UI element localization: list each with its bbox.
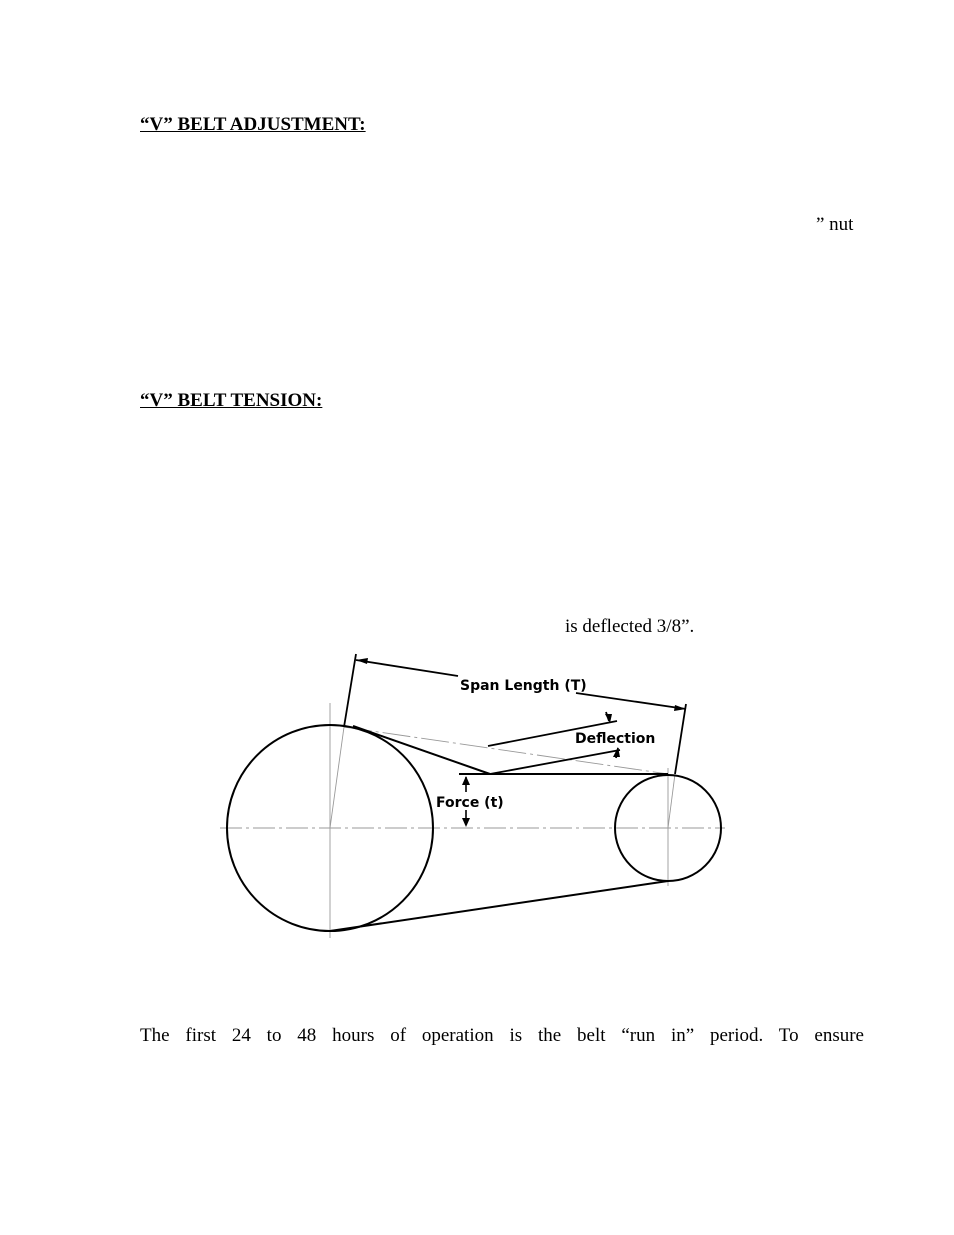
force-arrow-lower xyxy=(462,818,470,827)
deflection-line-lower xyxy=(490,750,620,774)
belt-top-left-segment xyxy=(353,726,490,774)
paragraph-run-in-period: The first 24 to 48 hours of operation is the belt “run in” period. To ensure xyxy=(140,1025,864,1046)
span-extension-line-left xyxy=(344,654,356,727)
large-pulley-radius-line xyxy=(330,727,344,828)
heading-v-belt-tension: “V” BELT TENSION: xyxy=(140,390,323,411)
span-extension-line-right xyxy=(675,704,686,774)
belt-bottom-segment xyxy=(330,881,668,931)
force-label: Force (t) xyxy=(436,795,504,811)
belt-tension-diagram xyxy=(220,648,730,940)
force-arrow-upper xyxy=(462,776,470,785)
deflection-label: Deflection xyxy=(575,731,656,747)
small-pulley-radius-line xyxy=(668,774,675,828)
span-dimension-line-right xyxy=(576,693,686,709)
text-fragment-deflected: is deflected 3/8”. xyxy=(565,616,695,637)
heading-v-belt-adjustment: “V” BELT ADJUSTMENT: xyxy=(140,114,366,135)
span-dimension-line-left xyxy=(356,660,458,676)
span-length-label: Span Length (T) xyxy=(460,678,587,694)
text-fragment-nut: ” nut xyxy=(816,214,854,235)
